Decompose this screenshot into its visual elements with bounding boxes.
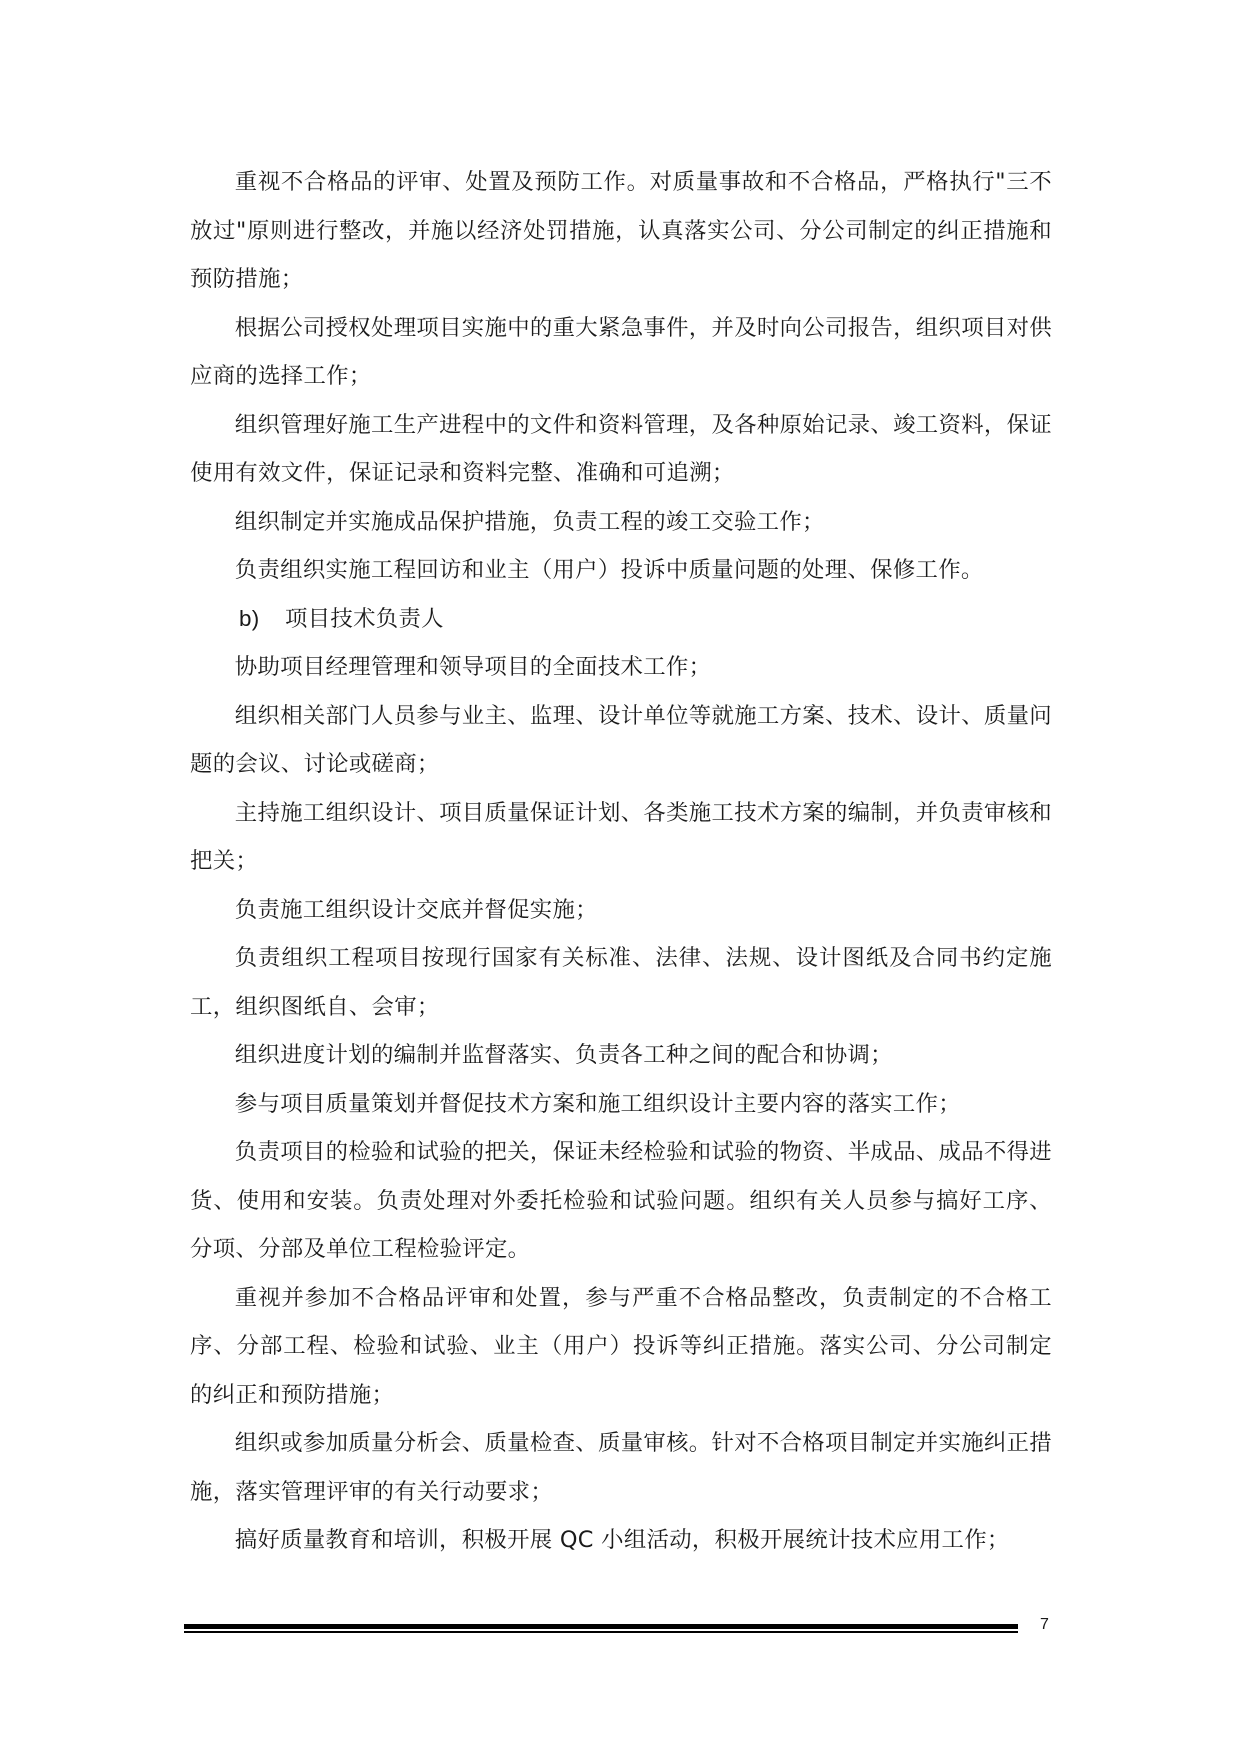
section-heading-b bbox=[190, 595, 1052, 644]
paragraph: 组织相关部门人员参与业主、监理、设计单位等就施工方案、技术、设计、质量问题的会议、讨论或磋商； bbox=[190, 702, 1052, 777]
paragraph: 组织制定并实施成品保护措施，负责工程的竣工交验工作； bbox=[234, 508, 825, 535]
paragraph: 负责项目的检验和试验的把关，保证未经检验和试验的物资、半成品、成品不得进货、使用和安装。负责处理对外委托检验和试验问题。组织有关人员参与搞好工序、分项、分部及单位工程检验评定。 bbox=[190, 1139, 1052, 1262]
paragraph: 组织进度计划的编制并监督落实、负责各工种之间的配合和协调； bbox=[234, 1042, 893, 1068]
paragraph: 负责组织实施工程回访和业主（用户）投诉中质量问题的处理、保修工作。 bbox=[234, 557, 984, 583]
paragraph: 参与项目质量策划并督促技术方案和施工组织设计主要内容的落实工作； bbox=[234, 1090, 961, 1117]
paragraph: 根据公司授权处理项目实施中的重大紧急事件，并及时向公司报告，组织项目对供应商的选择工作； bbox=[190, 314, 1052, 389]
list-marker: b) bbox=[239, 605, 260, 631]
paragraph: 组织管理好施工生产进程中的文件和资料管理，及各种原始记录、竣工资料，保证使用有效文件，保证记录和资料完整、准确和可追溯； bbox=[190, 411, 1052, 486]
paragraph: 负责施工组织设计交底并督促实施； bbox=[234, 896, 598, 923]
paragraph: 重视并参加不合格品评审和处置，参与严重不合格品整改，负责制定的不合格工序、分部工程、检验和试验、业主（用户）投诉等纠正措施。落实公司、分公司制定的纠正和预防措施； bbox=[190, 1284, 1052, 1408]
paragraph: 组织或参加质量分析会、质量检查、质量审核。针对不合格项目制定并实施纠正措施，落实管理评审的有关行动要求； bbox=[190, 1430, 1052, 1505]
section-title: 项目技术负责人 bbox=[285, 605, 444, 632]
page-number: 7 bbox=[1040, 1616, 1049, 1633]
footer-divider-thin bbox=[184, 1631, 1018, 1633]
paragraph: 协助项目经理管理和领导项目的全面技术工作； bbox=[234, 654, 712, 680]
document-body bbox=[190, 158, 1052, 1565]
paragraph: 负责组织工程项目按现行国家有关标准、法律、法规、设计图纸及合同书约定施工，组织图纸自、会审； bbox=[190, 945, 1052, 1020]
paragraph: 重视不合格品的评审、处置及预防工作。对质量事故和不合格品，严格执行"三不放过"原则进行整改，并施以经济处罚措施，认真落实公司、分公司制定的纠正措施和预防措施； bbox=[190, 169, 1052, 292]
paragraph: 搞好质量教育和培训，积极开展 QC 小组活动，积极开展统计技术应用工作； bbox=[234, 1527, 1010, 1553]
footer-divider bbox=[184, 1624, 1018, 1634]
paragraph: 主持施工组织设计、项目质量保证计划、各类施工技术方案的编制，并负责审核和把关； bbox=[190, 799, 1052, 874]
footer-divider-thick bbox=[184, 1624, 1018, 1629]
